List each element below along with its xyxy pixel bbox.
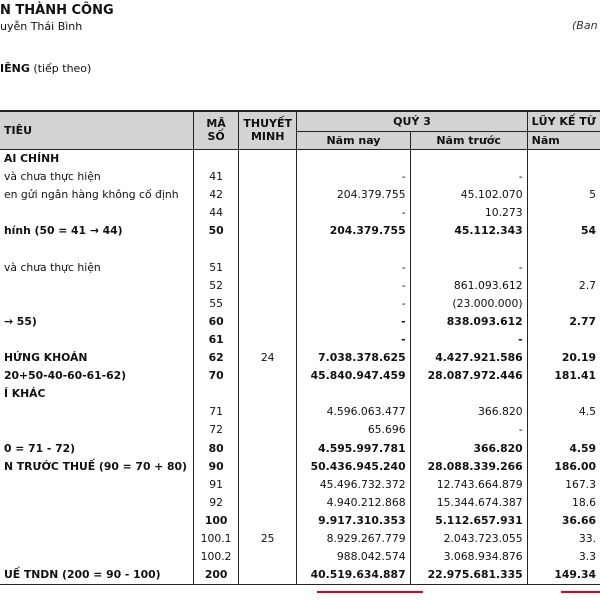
row-thuyet-minh [239, 403, 297, 421]
row-value-luy-ke: 54 [527, 222, 600, 240]
row-ma-so: 200 [194, 566, 239, 585]
row-value-nam-nay: 988.042.574 [297, 548, 410, 566]
row-ma-so: 100 [194, 511, 239, 529]
table-row [0, 529, 600, 547]
row-thuyet-minh [239, 204, 297, 222]
row-ma-so: 41 [194, 168, 239, 186]
table-row [0, 276, 600, 294]
row-ma-so: 91 [194, 475, 239, 493]
row-thuyet-minh [239, 511, 297, 529]
row-value-nam-truoc: 12.743.664.879 [410, 475, 527, 493]
row-label [0, 276, 194, 294]
table-row [0, 312, 600, 330]
row-value-nam-nay [297, 385, 410, 403]
table-row [0, 493, 600, 511]
row-label [0, 403, 194, 421]
row-thuyet-minh [239, 240, 297, 258]
row-value-luy-ke [527, 168, 600, 186]
row-value-nam-nay: - [297, 168, 410, 186]
row-label [0, 529, 194, 547]
row-value-nam-truoc: 2.043.723.055 [410, 529, 527, 547]
row-label [0, 204, 194, 222]
row-value-luy-ke: 33. [527, 529, 600, 547]
row-value-nam-nay: - [297, 258, 410, 276]
row-value-nam-truoc: - [410, 168, 527, 186]
row-label: AI CHÍNH [0, 149, 194, 168]
row-value-nam-truoc: 45.102.070 [410, 186, 527, 204]
table-row [0, 385, 600, 403]
row-thuyet-minh [239, 168, 297, 186]
table-row [0, 511, 600, 529]
table-row [0, 421, 600, 439]
table-row [0, 330, 600, 348]
row-value-nam-truoc: - [410, 421, 527, 439]
row-thuyet-minh [239, 421, 297, 439]
row-label: en gửi ngân hàng không cố định [4, 188, 179, 202]
row-thuyet-minh [239, 566, 297, 585]
company-name: N THÀNH CÔNG [0, 3, 114, 18]
row-value-nam-truoc: (23.000.000) [410, 294, 527, 312]
form-note: (Ban [572, 19, 598, 32]
row-ma-so: 100.1 [194, 529, 239, 547]
row-value-luy-ke [527, 204, 600, 222]
row-value-luy-ke: 4.59 [527, 439, 600, 457]
row-value-nam-nay: 45.496.732.372 [297, 475, 410, 493]
table-row [0, 367, 600, 385]
col-header-nam-nay: Năm nay [297, 131, 410, 149]
row-ma-so: 55 [194, 294, 239, 312]
row-ma-so: 62 [194, 349, 239, 367]
row-ma-so: 52 [194, 276, 239, 294]
row-value-nam-truoc: - [410, 330, 527, 348]
row-value-nam-truoc: 10.273 [410, 204, 527, 222]
row-label: và chưa thực hiện [4, 260, 101, 274]
row-ma-so: 80 [194, 439, 239, 457]
row-value-luy-ke [527, 240, 600, 258]
row-value-nam-nay: - [297, 294, 410, 312]
row-value-luy-ke: 18.6 [527, 493, 600, 511]
row-label: → 55) [4, 314, 37, 328]
row-value-nam-nay: 204.379.755 [297, 186, 410, 204]
row-value-nam-nay: - [297, 312, 410, 330]
row-value-nam-truoc: 28.088.339.266 [410, 457, 527, 475]
row-label: Í KHÁC [4, 387, 46, 401]
row-thuyet-minh [239, 475, 297, 493]
row-thuyet-minh [239, 457, 297, 475]
row-ma-so: 44 [194, 204, 239, 222]
row-ma-so: 92 [194, 493, 239, 511]
row-value-luy-ke: 5 [527, 186, 600, 204]
row-value-nam-truoc [410, 240, 527, 258]
col-header-thuyet-minh: THUYẾT MINH [239, 112, 297, 149]
row-value-nam-nay: 8.929.267.779 [297, 529, 410, 547]
row-thuyet-minh [239, 149, 297, 168]
row-label: UẾ TNDN (200 = 90 - 100) [0, 566, 194, 585]
row-value-luy-ke: 186.00 [527, 457, 600, 475]
section-title-bold: IÊNG [0, 62, 30, 75]
row-value-nam-truoc: 5.112.657.931 [410, 511, 527, 529]
col-header-label: TIÊU [0, 112, 194, 149]
row-value-luy-ke [527, 421, 600, 439]
table-row [0, 294, 600, 312]
row-thuyet-minh: 25 [239, 529, 297, 547]
row-label [0, 548, 194, 566]
row-value-nam-truoc: 366.820 [410, 403, 527, 421]
row-value-luy-ke: 36.66 [527, 511, 600, 529]
row-ma-so [194, 385, 239, 403]
row-ma-so: 71 [194, 403, 239, 421]
row-ma-so: 51 [194, 258, 239, 276]
row-value-nam-nay: 65.696 [297, 421, 410, 439]
row-value-nam-truoc: 366.820 [410, 439, 527, 457]
row-ma-so [194, 149, 239, 168]
row-thuyet-minh [239, 548, 297, 566]
table-row [0, 240, 600, 258]
financial-table [0, 112, 600, 585]
row-label [0, 240, 194, 258]
table-row [0, 258, 600, 276]
table-row [0, 349, 600, 367]
row-label: HỨNG KHOÁN [4, 351, 88, 365]
row-label: 0 = 71 - 72) [4, 441, 76, 455]
table-row [0, 403, 600, 421]
table-row [0, 149, 600, 168]
row-value-nam-truoc: - [410, 258, 527, 276]
company-address: uyễn Thái Bình [0, 20, 83, 33]
section-title-suffix: (tiếp theo) [33, 62, 92, 75]
table-row [0, 548, 600, 566]
table-body [0, 149, 600, 584]
row-value-nam-nay: - [297, 330, 410, 348]
col-header-nam-cut: Năm [527, 131, 600, 149]
table-row [0, 457, 600, 475]
row-value-luy-ke: 2.77 [527, 312, 600, 330]
row-thuyet-minh [239, 493, 297, 511]
row-thuyet-minh: 24 [239, 349, 297, 367]
col-header-nam-truoc: Năm trước [410, 131, 527, 149]
row-ma-so: 50 [194, 222, 239, 240]
row-thuyet-minh [239, 367, 297, 385]
row-value-nam-nay: 45.840.947.459 [297, 367, 410, 385]
row-value-nam-nay: 4.596.063.477 [297, 403, 410, 421]
row-ma-so: 72 [194, 421, 239, 439]
row-value-nam-truoc: 28.087.972.446 [410, 367, 527, 385]
row-value-luy-ke [527, 330, 600, 348]
row-thuyet-minh [239, 294, 297, 312]
row-ma-so: 42 [194, 186, 239, 204]
row-label [0, 493, 194, 511]
row-value-luy-ke: 181.41 [527, 367, 600, 385]
highlight-underline-nam-nay [317, 591, 423, 593]
row-label: và chưa thực hiện [4, 170, 101, 184]
row-ma-so [194, 240, 239, 258]
row-label [0, 294, 194, 312]
row-value-nam-nay: 4.940.212.868 [297, 493, 410, 511]
row-value-nam-nay: 40.519.634.887 [297, 566, 410, 585]
row-ma-so: 70 [194, 367, 239, 385]
row-thuyet-minh [239, 439, 297, 457]
row-value-luy-ke: 3.3 [527, 548, 600, 566]
row-thuyet-minh [239, 276, 297, 294]
row-value-nam-truoc [410, 149, 527, 168]
table-row [0, 186, 600, 204]
table-row [0, 566, 600, 585]
row-value-luy-ke: 4.5 [527, 403, 600, 421]
row-label [0, 511, 194, 529]
table-row [0, 204, 600, 222]
table-row [0, 168, 600, 186]
row-value-nam-nay [297, 149, 410, 168]
section-title [0, 62, 91, 75]
row-value-nam-truoc: 22.975.681.335 [410, 566, 527, 585]
row-label: N TRƯỚC THUẾ (90 = 70 + 80) [4, 459, 187, 473]
row-label [0, 475, 194, 493]
row-value-luy-ke: 20.19 [527, 349, 600, 367]
row-value-luy-ke [527, 294, 600, 312]
row-value-nam-truoc: 3.068.934.876 [410, 548, 527, 566]
row-value-nam-truoc: 4.427.921.586 [410, 349, 527, 367]
row-value-luy-ke [527, 385, 600, 403]
row-value-nam-nay: 204.379.755 [297, 222, 410, 240]
table-row [0, 439, 600, 457]
col-header-ma-so: MÃ SỐ [194, 112, 239, 149]
table-row [0, 475, 600, 493]
row-thuyet-minh [239, 312, 297, 330]
row-value-nam-truoc: 861.093.612 [410, 276, 527, 294]
table-row [0, 222, 600, 240]
highlight-underline-luy-ke [561, 591, 600, 593]
row-value-luy-ke: 2.7 [527, 276, 600, 294]
row-value-nam-nay: 7.038.378.625 [297, 349, 410, 367]
col-header-quy3: QUÝ 3 [297, 112, 527, 131]
row-value-nam-truoc: 15.344.674.387 [410, 493, 527, 511]
row-value-nam-nay: - [297, 276, 410, 294]
row-thuyet-minh [239, 385, 297, 403]
row-value-nam-nay: - [297, 204, 410, 222]
row-ma-so: 60 [194, 312, 239, 330]
row-thuyet-minh [239, 330, 297, 348]
row-value-nam-truoc [410, 385, 527, 403]
col-header-luy-ke: LŨY KẾ TỪ [527, 112, 600, 131]
row-label: hính (50 = 41 → 44) [4, 224, 123, 238]
row-value-nam-nay [297, 240, 410, 258]
row-value-nam-nay: 9.917.310.353 [297, 511, 410, 529]
row-value-luy-ke: 149.34 [527, 566, 600, 585]
row-thuyet-minh [239, 258, 297, 276]
row-label: 20+50-40-60-61-62) [4, 369, 127, 383]
row-ma-so: 90 [194, 457, 239, 475]
row-value-luy-ke: 167.3 [527, 475, 600, 493]
row-value-nam-truoc: 838.093.612 [410, 312, 527, 330]
row-thuyet-minh [239, 186, 297, 204]
row-thuyet-minh [239, 222, 297, 240]
row-value-nam-truoc: 45.112.343 [410, 222, 527, 240]
row-value-luy-ke [527, 258, 600, 276]
row-value-nam-nay: 4.595.997.781 [297, 439, 410, 457]
row-label [0, 421, 194, 439]
row-value-nam-nay: 50.436.945.240 [297, 457, 410, 475]
row-label [0, 330, 194, 348]
row-value-luy-ke [527, 149, 600, 168]
row-ma-so: 61 [194, 330, 239, 348]
row-ma-so: 100.2 [194, 548, 239, 566]
